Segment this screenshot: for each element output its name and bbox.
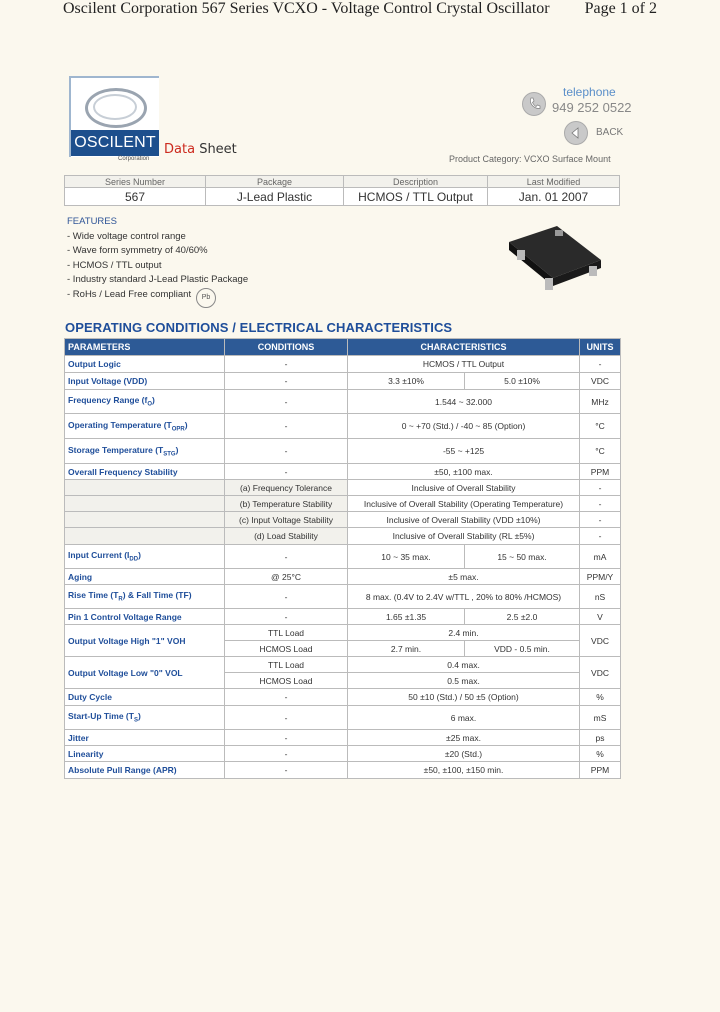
unit-cell: ps [580, 730, 621, 746]
unit-cell: MHz [580, 390, 621, 414]
unit-cell: VDC [580, 625, 621, 657]
info-header-row [65, 176, 620, 188]
param-text: ) [175, 444, 179, 455]
table-row [65, 625, 621, 641]
unit-cell: VDC [580, 657, 621, 689]
cond-cell: - [225, 390, 348, 414]
unit-cell: mS [580, 706, 621, 730]
cond-cell: - [225, 609, 348, 625]
cond-cell: (b) Temperature Stability [225, 496, 348, 512]
feature-item: - Wave form symmetry of 40/60% [67, 245, 208, 257]
feature-item: - Wide voltage control range [67, 230, 186, 242]
table-row [65, 545, 621, 569]
param-cell: Linearity [65, 746, 225, 762]
cond-cell: HCMOS Load [225, 641, 348, 657]
table-row [65, 512, 621, 528]
param-text: Operating Temperature (T [68, 419, 172, 430]
char-cell: VDD - 0.5 min. [465, 641, 580, 657]
param-cell-blank [65, 480, 225, 496]
param-sub: S [133, 717, 138, 724]
param-cell [65, 585, 225, 609]
unit-cell: - [580, 356, 621, 373]
param-text: Rise Time (T [68, 590, 119, 601]
param-cell: Output Logic [65, 356, 225, 373]
param-text: ) [152, 395, 155, 406]
unit-cell: PPM [580, 762, 621, 779]
param-text: Frequency Range (f [68, 395, 148, 406]
info-header: Last Modified [488, 176, 620, 188]
param-text: ) & Fall Time (TF) [122, 590, 192, 601]
char-cell: 15 ~ 50 max. [465, 545, 580, 569]
table-row [65, 480, 621, 496]
param-text: ) [184, 419, 188, 430]
oscillator-chip-image [505, 220, 605, 300]
page-header [0, 0, 720, 20]
param-cell [65, 439, 225, 464]
cond-cell: (d) Load Stability [225, 528, 348, 545]
param-cell: Duty Cycle [65, 689, 225, 706]
page-number: Page 1 of 2 [584, 0, 657, 17]
param-cell-blank [65, 496, 225, 512]
cond-cell: - [225, 706, 348, 730]
param-cell-blank [65, 528, 225, 545]
param-cell: Aging [65, 569, 225, 585]
logo-brand: OSCILENT [71, 130, 159, 156]
cond-cell: - [225, 464, 348, 480]
char-cell: ±25 max. [348, 730, 580, 746]
last-modified: Jan. 01 2007 [488, 188, 620, 206]
param-cell-blank [65, 512, 225, 528]
param-sub: STG [163, 451, 176, 458]
table-row [65, 609, 621, 625]
col-conditions: CONDITIONS [225, 339, 348, 356]
cond-cell: - [225, 545, 348, 569]
char-cell: 0.4 max. [348, 657, 580, 673]
series-number: 567 [65, 188, 206, 206]
unit-cell: - [580, 512, 621, 528]
param-text: Input Current (I [68, 550, 130, 561]
char-cell: 5.0 ±10% [465, 373, 580, 390]
param-text: Storage Temperature (T [68, 444, 164, 455]
char-cell: ±50, ±100, ±150 min. [348, 762, 580, 779]
rohs-badge-icon: Pb [196, 288, 216, 308]
char-cell: 0.5 max. [348, 673, 580, 689]
cond-cell: - [225, 356, 348, 373]
param-cell: Input Voltage (VDD) [65, 373, 225, 390]
param-cell [65, 706, 225, 730]
char-cell: 1.65 ±1.35 [348, 609, 465, 625]
feature-item: - Industry standard J-Lead Plastic Package [67, 274, 249, 286]
unit-cell: - [580, 480, 621, 496]
param-text: Start-Up Time (T [68, 711, 134, 722]
oscilent-logo[interactable] [69, 76, 159, 157]
param-sub: O [147, 401, 153, 408]
logo-ring-inner-icon [93, 94, 137, 120]
cond-cell: HCMOS Load [225, 673, 348, 689]
param-cell: Overall Frequency Stability [65, 464, 225, 480]
back-link[interactable]: BACK [596, 127, 624, 138]
cond-cell: - [225, 373, 348, 390]
param-cell: Absolute Pull Range (APR) [65, 762, 225, 779]
telephone-label: telephone [563, 85, 616, 99]
data-word: Data [164, 142, 196, 157]
char-cell: 2.5 ±2.0 [465, 609, 580, 625]
unit-cell: °C [580, 439, 621, 464]
table-row [65, 730, 621, 746]
feature-item: - RoHs / Lead Free compliant [67, 288, 192, 300]
param-cell: Output Voltage Low "0" VOL [65, 657, 225, 689]
table-row [65, 585, 621, 609]
info-header: Series Number [65, 176, 206, 188]
cond-cell: (c) Input Voltage Stability [225, 512, 348, 528]
table-row [65, 356, 621, 373]
table-row [65, 464, 621, 480]
spec-table [64, 338, 621, 779]
char-cell: Inclusive of Overall Stability (VDD ±10%) [348, 512, 580, 528]
telephone-icon[interactable] [522, 92, 546, 116]
cond-cell: - [225, 746, 348, 762]
unit-cell: % [580, 746, 621, 762]
char-cell: ±20 (Std.) [348, 746, 580, 762]
unit-cell: VDC [580, 373, 621, 390]
feature-item: - HCMOS / TTL output [67, 259, 162, 271]
cond-cell: @ 25°C [225, 569, 348, 585]
unit-cell: °C [580, 414, 621, 439]
logo-subtitle: Corporation [118, 156, 150, 162]
product-info-table [64, 175, 620, 206]
table-row [65, 746, 621, 762]
char-cell: Inclusive of Overall Stability (RL ±5%) [348, 528, 580, 545]
unit-cell: % [580, 689, 621, 706]
product-category: Product Category: VCXO Surface Mount [449, 154, 611, 164]
table-row [65, 390, 621, 414]
param-cell [65, 390, 225, 414]
unit-cell: mA [580, 545, 621, 569]
char-cell: -55 ~ +125 [348, 439, 580, 464]
data-sheet-label [164, 142, 237, 157]
param-cell [65, 545, 225, 569]
table-row [65, 528, 621, 545]
param-cell: Pin 1 Control Voltage Range [65, 609, 225, 625]
cond-cell: - [225, 585, 348, 609]
sheet-word: Sheet [199, 142, 237, 157]
table-row [65, 439, 621, 464]
char-cell: ±50, ±100 max. [348, 464, 580, 480]
col-parameters: PARAMETERS [65, 339, 225, 356]
char-cell: 1.544 ~ 32.000 [348, 390, 580, 414]
features-list [67, 215, 248, 303]
cond-cell: - [225, 414, 348, 439]
col-units: UNITS [580, 339, 621, 356]
char-cell: Inclusive of Overall Stability [348, 480, 580, 496]
description: HCMOS / TTL Output [344, 188, 488, 206]
table-row [65, 706, 621, 730]
cond-cell: TTL Load [225, 657, 348, 673]
info-header: Package [206, 176, 344, 188]
cond-cell: - [225, 762, 348, 779]
param-cell [65, 414, 225, 439]
cond-cell: (a) Frequency Tolerance [225, 480, 348, 496]
table-row [65, 414, 621, 439]
spec-header-row [65, 339, 621, 356]
unit-cell: - [580, 528, 621, 545]
unit-cell: - [580, 496, 621, 512]
info-header: Description [344, 176, 488, 188]
table-row [65, 373, 621, 390]
param-sub: OPR [171, 426, 185, 433]
char-cell: 3.3 ±10% [348, 373, 465, 390]
param-cell: Output Voltage High "1" VOH [65, 625, 225, 657]
cond-cell: TTL Load [225, 625, 348, 641]
info-value-row [65, 188, 620, 206]
unit-cell: PPM/Y [580, 569, 621, 585]
package: J-Lead Plastic [206, 188, 344, 206]
char-cell: Inclusive of Overall Stability (Operating Temperature) [348, 496, 580, 512]
table-row [65, 496, 621, 512]
unit-cell: nS [580, 585, 621, 609]
col-characteristics: CHARACTERISTICS [348, 339, 580, 356]
back-arrow-icon[interactable] [564, 121, 588, 145]
table-row [65, 569, 621, 585]
cond-cell: - [225, 730, 348, 746]
char-cell: 6 max. [348, 706, 580, 730]
char-cell: 2.7 min. [348, 641, 465, 657]
cond-cell: - [225, 439, 348, 464]
char-cell: HCMOS / TTL Output [348, 356, 580, 373]
header-title: Oscilent Corporation 567 Series VCXO - Voltage Control Crystal Oscillator [63, 0, 550, 17]
char-cell: ±5 max. [348, 569, 580, 585]
unit-cell: PPM [580, 464, 621, 480]
char-cell: 0 ~ +70 (Std.) / -40 ~ 85 (Option) [348, 414, 580, 439]
char-cell: 50 ±10 (Std.) / 50 ±5 (Option) [348, 689, 580, 706]
table-row [65, 689, 621, 706]
cond-cell: - [225, 689, 348, 706]
param-sub: R [118, 596, 123, 603]
param-cell: Jitter [65, 730, 225, 746]
char-cell: 8 max. (0.4V to 2.4V w/TTL , 20% to 80% /HCMOS) [348, 585, 580, 609]
param-text: ) [137, 711, 141, 722]
param-sub: DD [129, 556, 139, 563]
char-cell: 10 ~ 35 max. [348, 545, 465, 569]
table-row [65, 657, 621, 673]
param-text: ) [138, 550, 141, 561]
unit-cell: V [580, 609, 621, 625]
features-title: FEATURES [67, 216, 117, 227]
section-title: OPERATING CONDITIONS / ELECTRICAL CHARACTERISTICS [65, 320, 453, 335]
telephone-number[interactable]: 949 252 0522 [552, 100, 632, 115]
table-row [65, 762, 621, 779]
char-cell: 2.4 min. [348, 625, 580, 641]
